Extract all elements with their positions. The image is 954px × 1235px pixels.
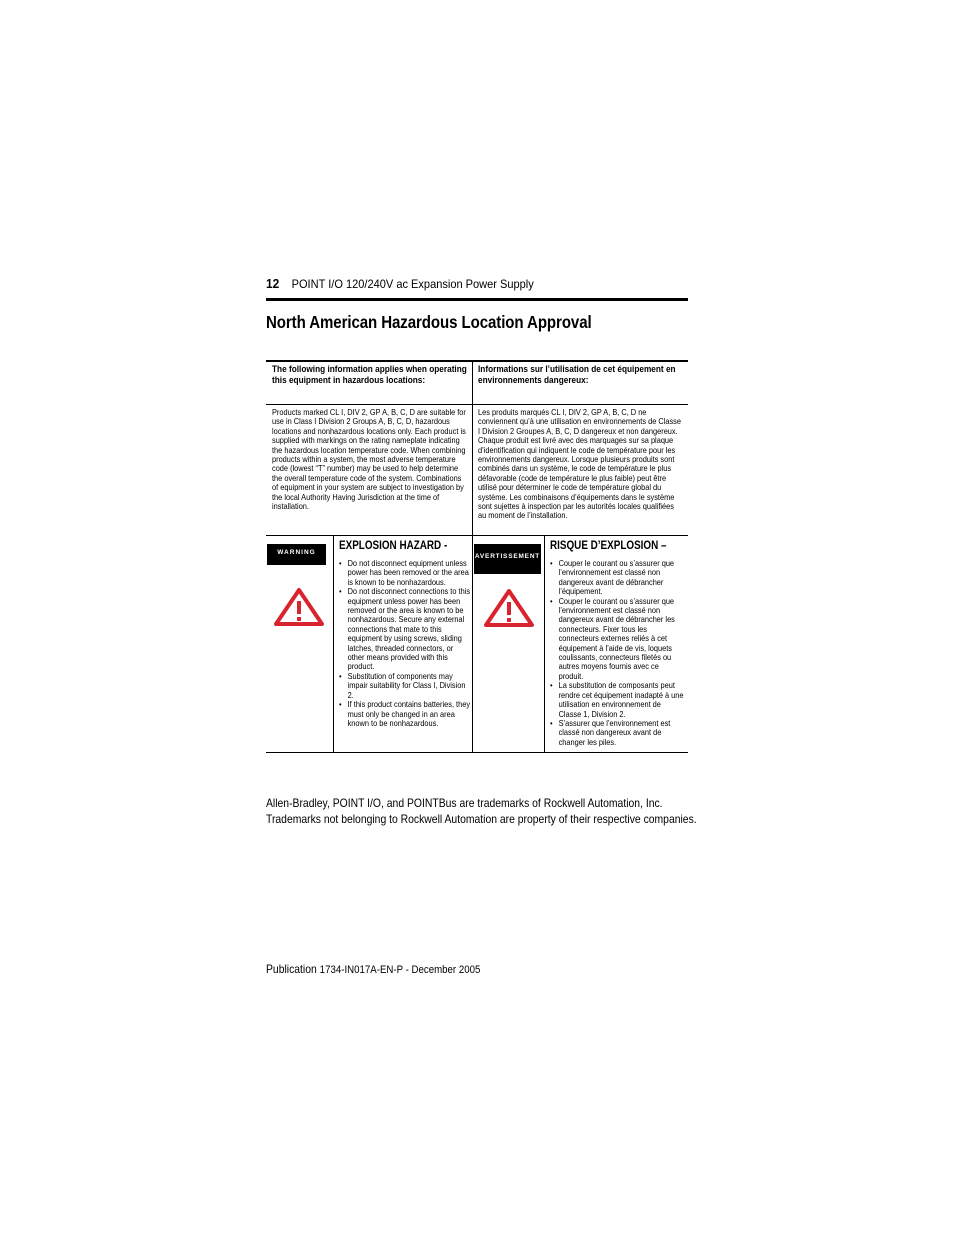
page-header	[266, 276, 654, 291]
fr-body: Les produits marqués CL I, DIV 2, GP A, B, C, D ne conviennent qu’à une utilisation en environnements de Classe I Division 2 Groupes A, B, C, D dangereux et non dangereux. Chaque produit est livré avec des marquages sur sa plaque d’identification qui indiquent le code de température pour les environnements dangereux. Lorsque plusieurs produits sont combinés dans un système, le code de température le plus défavorable (code de température le plus faible) peut être utilisé pour déterminer le code de température global du système. Les combinaisons d’équipements dans le système sont sujettes à inspection par les autorités locales qualifiées au moment de l’installation.	[478, 407, 681, 521]
en-body-wrap	[272, 408, 498, 511]
avertissement-badge: AVERTISSEMENT	[474, 544, 541, 574]
fr-hazard-list-wrap	[550, 559, 706, 747]
publication-number: 1734-IN017A-EN-P - December 2005	[319, 964, 481, 976]
publication-label: Publication	[266, 962, 317, 976]
fr-heading-wrap	[478, 365, 714, 386]
fr-hazard-list	[550, 559, 684, 747]
header-rule	[266, 298, 688, 301]
table-body-rule	[266, 535, 688, 536]
table-top-rule	[266, 360, 688, 362]
en-hazard-item: • Substitution of components may impair suitability for Class I, Division 2.	[339, 672, 471, 700]
fr-hazard-item: • Couper le courant ou s’assurer que l’environnement est classé non dangereux avant de débrancher les connecteurs. Fixer tous les connecteurs externes reliés à cet équipement à l’aide de vis, loquets coulissants, connecteurs filetés ou autres moyens fournis avec ce produit.	[550, 597, 684, 682]
page-number: 12	[266, 276, 280, 291]
warning-triangle-icon	[484, 589, 534, 627]
warning-badge: WARNING	[267, 544, 326, 565]
document-title: POINT I/O 120/240V ac Expansion Power Supply	[291, 277, 534, 291]
trademark-line-2: Trademarks not belonging to Rockwell Automation are property of their respective companies.	[266, 812, 697, 826]
en-heading: The following information applies when operating this equipment in hazardous locations:	[272, 364, 467, 386]
warning-triangle-icon	[274, 588, 324, 626]
fr-hazard-title: RISQUE D’EXPLOSION –	[550, 540, 667, 552]
en-hazard-list	[339, 559, 471, 728]
en-hazard-list-wrap	[339, 559, 493, 728]
en-body: Products marked CL I, DIV 2, GP A, B, C, D are suitable for use in Class I Division 2 Groups A, B, C, D, hazardous locations and nonhazardous locations only. Each product is supplied with markings on the rating nameplate indicating the hazardous location temperature code. When combining products within a system, the most adverse temperature code (lowest “T” number) may be used to help determine the overall temperature code of the system. Combinations of equipment in your system are subject to investigation by the local Authority Having Jurisdiction at the time of installation.	[272, 407, 466, 512]
table-bottom-rule	[266, 752, 688, 753]
section-title: North American Hazardous Location Approval	[266, 312, 592, 332]
en-hazard-item: • Do not disconnect connections to this equipment unless power has been removed or the area is known to be nonhazardous. Secure any external connections that mate to this equipment by using screws, sliding latches, threaded connectors, or other means provided with this product.	[339, 587, 471, 672]
table-heading-rule	[266, 404, 688, 405]
trademark-line-1: Allen-Bradley, POINT I/O, and POINTBus are trademarks of Rockwell Automation, Inc.	[266, 796, 663, 810]
en-hazard-item: • Do not disconnect equipment unless power has been removed or the area is known to be nonhazardous.	[339, 559, 471, 587]
en-heading-wrap	[272, 365, 500, 386]
fr-hazard-item: • S’assurer que l’environnement est classé non dangereux avant de changer les piles.	[550, 719, 684, 747]
publication-footer	[266, 962, 480, 976]
fr-warning-divider	[544, 535, 545, 753]
fr-heading: Informations sur l’utilisation de cet équipement en environnements dangereux:	[478, 364, 676, 386]
fr-hazard-item: • La substitution de composants peut rendre cet équipement inadapté à une utilisation en environnement de Classe 1, Division 2.	[550, 681, 684, 719]
en-warning-divider	[333, 535, 334, 753]
en-hazard-title: EXPLOSION HAZARD -	[339, 540, 448, 552]
fr-body-wrap	[478, 408, 716, 521]
fr-hazard-item: • Couper le courant ou s’assurer que l’environnement est classé non dangereux avant de débrancher l’équipement.	[550, 559, 684, 597]
en-hazard-item: • If this product contains batteries, they must only be changed in an area known to be nonhazardous.	[339, 700, 471, 728]
hazardous-location-table	[266, 360, 688, 753]
